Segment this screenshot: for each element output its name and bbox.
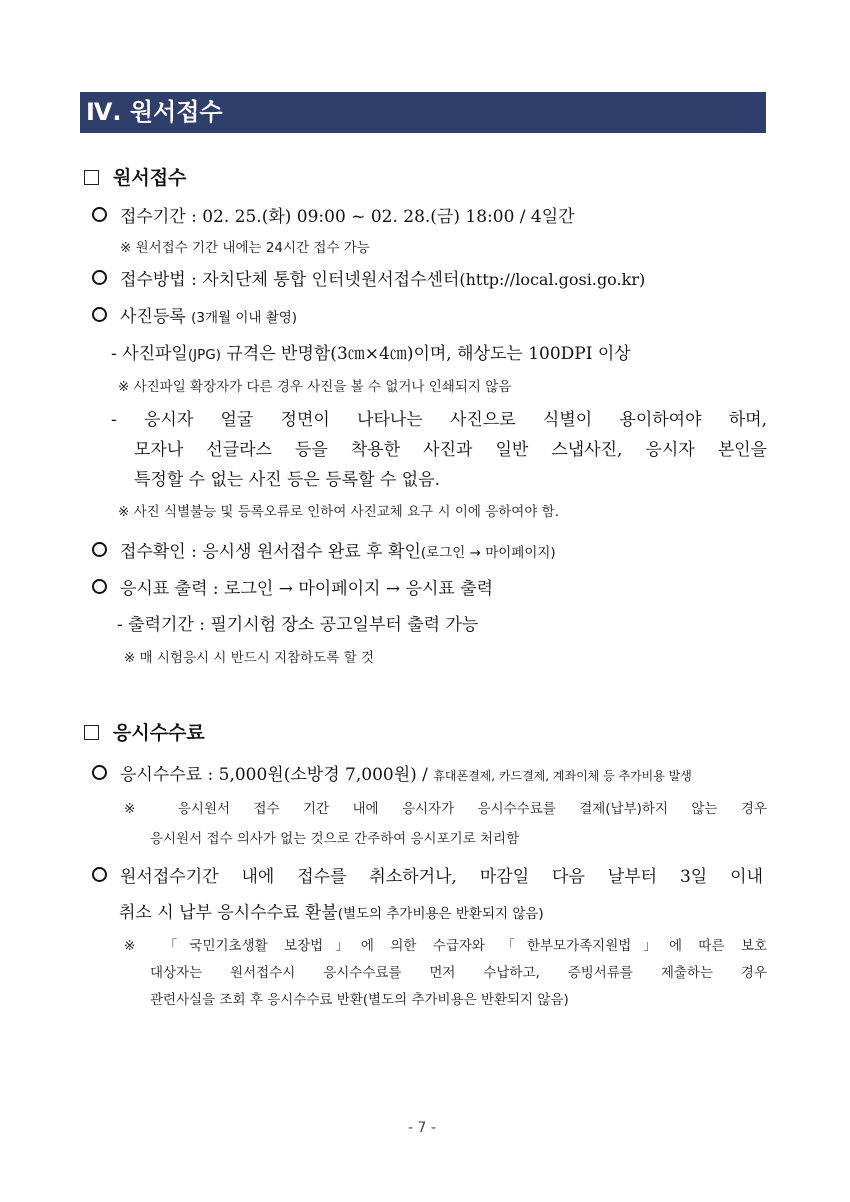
page-title: Ⅳ. 원서접수	[86, 98, 223, 126]
fee-note-line-1: ※ 응시원서 접수 기간 내에 응시자가 응시수수료를 결제(납부)하지 않는 경우	[124, 801, 767, 817]
item-fee	[92, 760, 692, 785]
section-heading-application	[84, 163, 186, 190]
section-heading-fee	[84, 718, 205, 745]
circle-bullet-icon	[92, 867, 107, 882]
ticket-text: 응시표 출력 : 로그인 → 마이페이지 → 응시표 출력	[120, 579, 494, 599]
circle-bullet-icon	[92, 542, 107, 557]
method-url: (http://local.gosi.go.kr)	[459, 270, 646, 289]
cancel-line-1: 원서접수기간 내에 접수를 취소하거나, 마감일 다음 날부터 3일 이내	[120, 867, 763, 887]
ticket-period: - 출력기간 : 필기시험 장소 공고일부터 출력 가능	[117, 615, 479, 635]
circle-bullet-icon	[92, 579, 107, 594]
method-text: 접수방법 : 자치단체 통합 인터넷원서접수센터	[120, 270, 460, 290]
checkbox-square-icon	[84, 170, 99, 185]
note-ticket: ※ 매 시험응시 시 반드시 지참하도록 할 것	[124, 650, 375, 666]
photo-spec-c: 규격은 반명함(3㎝×4㎝)이며, 해상도는 100DPI 이상	[220, 344, 631, 364]
exempt-line-1: ※ 「국민기초생활 보장법」에 의한 수급자와 「한부모가족지원법」에 따른 보호	[124, 938, 767, 954]
item-photo	[92, 302, 297, 327]
item-cancel	[92, 862, 763, 887]
confirm-text: 접수확인 : 응시생 원서접수 완료 후 확인	[120, 542, 421, 562]
photo-spec-a: - 사진파일	[111, 344, 188, 364]
period-text: 접수기간 : 02. 25.(화) 09:00 ~ 02. 28.(금) 18:00 / 4일간	[120, 207, 575, 227]
cancel-sub: (별도의 추가비용은 반환되지 않음)	[337, 906, 544, 922]
checkbox-square-icon	[84, 725, 99, 740]
photo-face-line-2: 모자나 선글라스 등을 착용한 사진과 일반 스냅사진, 응시자 본인을	[134, 440, 767, 460]
circle-bullet-icon	[92, 207, 107, 222]
note-24h: ※ 원서접수 기간 내에는 24시간 접수 가능	[120, 240, 370, 256]
note-photo-id: ※ 사진 식별불능 및 등록오류로 인하여 사진교체 요구 시 이에 응하여야 함.	[118, 504, 559, 520]
item-ticket	[92, 574, 493, 599]
item-confirm	[92, 537, 556, 562]
photo-spec	[111, 339, 631, 364]
fee-text: 응시수수료 : 5,000원(소방경 7,000원) /	[120, 765, 428, 785]
cancel-line-2	[119, 898, 544, 923]
item-method	[92, 265, 645, 290]
fee-sub: 휴대폰결제, 카드결제, 계좌이체 등 추가비용 발생	[433, 769, 692, 783]
exempt-line-2: 대상자는 원서접수시 응시수수료를 먼저 수납하고, 증빙서류를 제출하는 경우	[150, 965, 767, 981]
photo-face-line-1: - 응시자 얼굴 정면이 나타나는 사진으로 식별이 용이하여야 하며,	[111, 410, 767, 430]
cancel-main: 취소 시 납부 응시수수료 환불	[119, 903, 338, 923]
photo-text: 사진등록	[120, 307, 186, 327]
circle-bullet-icon	[92, 270, 107, 285]
page-number: - 7 -	[408, 1120, 436, 1136]
photo-face-line-3: 특정할 수 없는 사진 등은 등록할 수 없음.	[134, 470, 440, 490]
confirm-sub: (로그인 → 마이페이지)	[420, 545, 556, 561]
photo-sub: (3개월 이내 촬영)	[191, 310, 298, 326]
circle-bullet-icon	[92, 307, 107, 322]
item-period	[92, 202, 575, 227]
section-title: 원서접수	[113, 167, 187, 189]
note-extension: ※ 사진파일 확장자가 다른 경우 사진을 볼 수 없거나 인쇄되지 않음	[118, 379, 512, 395]
exempt-line-3: 관련사실을 조회 후 응시수수료 반환(별도의 추가비용은 반환되지 않음)	[150, 992, 569, 1008]
circle-bullet-icon	[92, 765, 107, 780]
photo-spec-b: (JPG)	[187, 347, 221, 363]
section-title: 응시수수료	[113, 722, 205, 744]
fee-note-line-2: 응시원서 접수 의사가 없는 것으로 간주하여 응시포기로 처리함	[150, 831, 520, 847]
